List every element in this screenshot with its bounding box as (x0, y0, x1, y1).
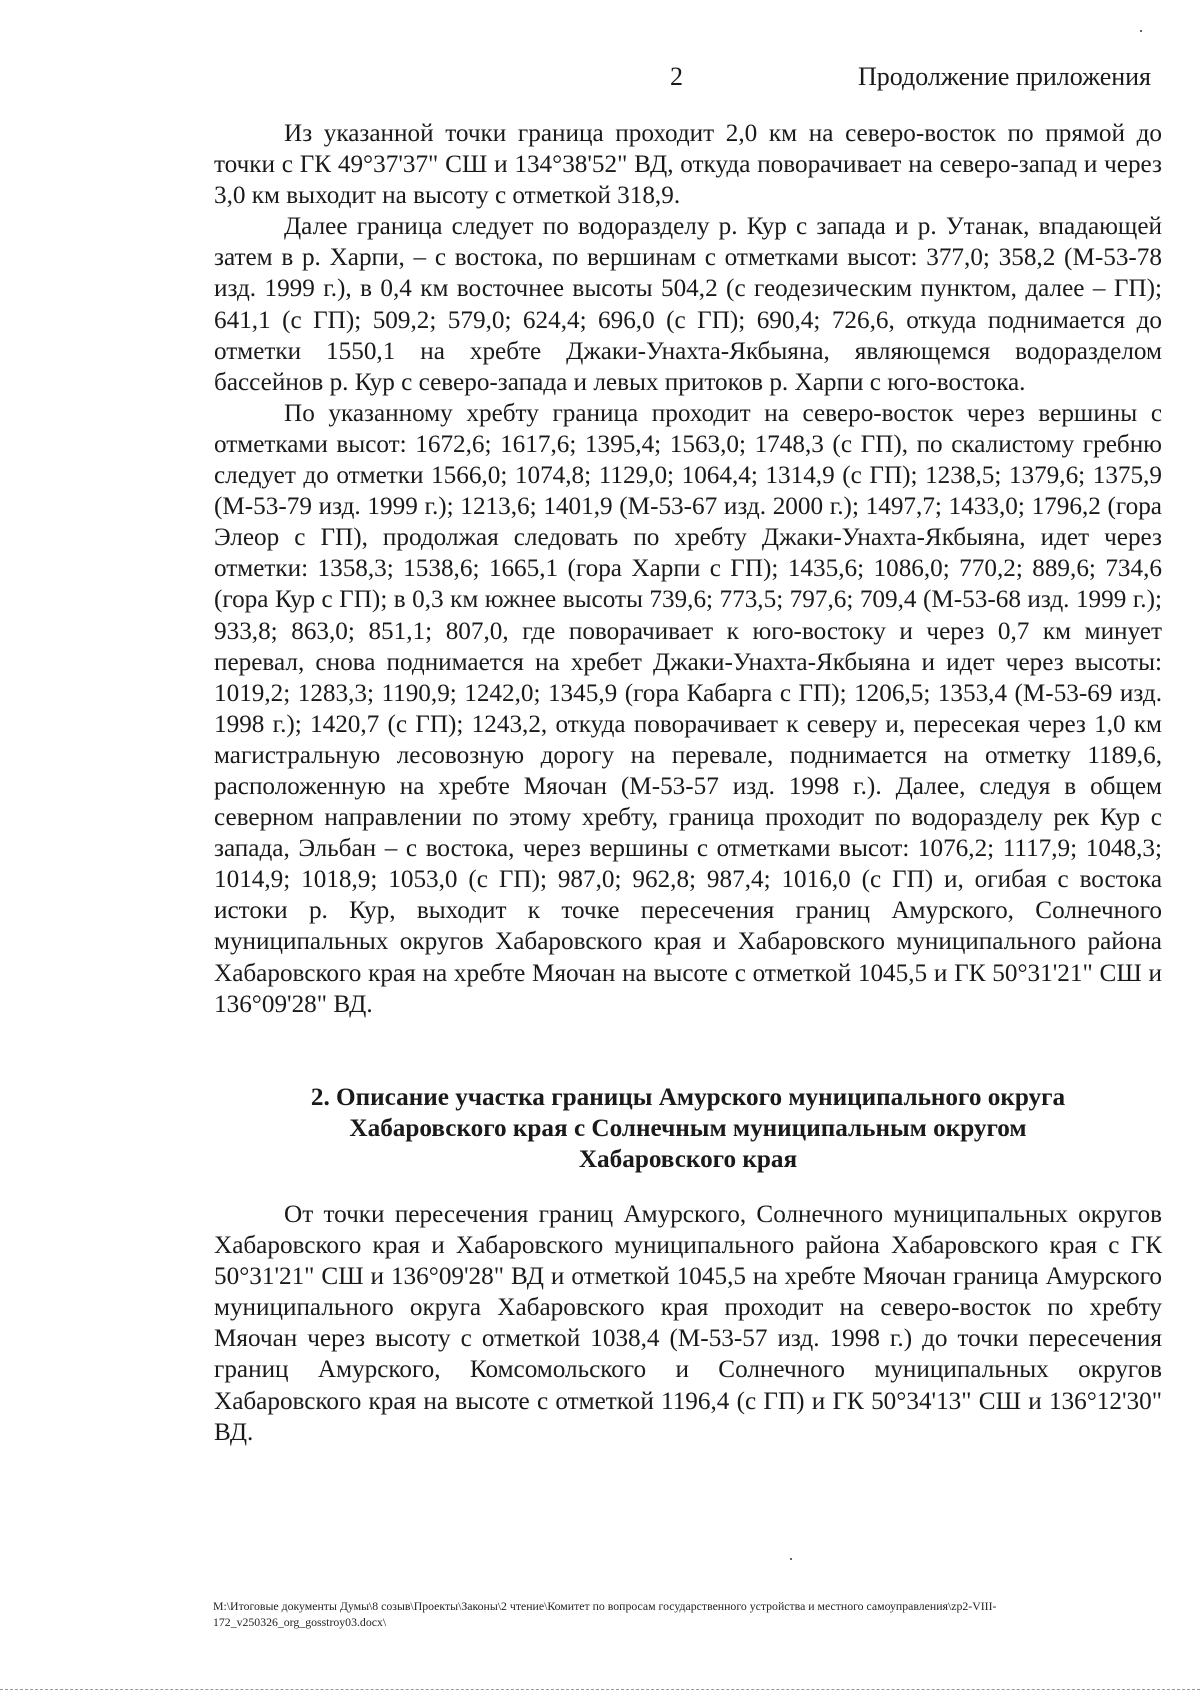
page-number: 2 (670, 62, 683, 91)
scan-edge-line (0, 1689, 1200, 1690)
continuation-label: Продолжение приложения (858, 62, 1152, 91)
section-title-line-1: 2. Описание участка границы Амурского муниципального округа (310, 1084, 1066, 1111)
section-title-line-2: Хабаровского края с Солнечным муниципальным округом (349, 1115, 1027, 1143)
paragraph-2: Далее граница следует по водоразделу р. Кур с запада и р. Утанак, впадающей затем в р. Харпи, – с востока, по вершинам с отметками высот: 377,0; 358,2 (М-53-78 изд. 1999 г.), в 0,4 км восточнее высоты 504,2 (с геодезическим пунктом, далее – ГП); 641,1 (с ГП); 509,2; 579,0; 624,4; 696,0 (с ГП); 690,4; 726,6, откуда поднимается до отметки 1550,1 на хребте Джаки-Унахта-Якбыяна, являющемся водоразделом бассейнов р. Кур с северо-запада и левых притоков р. Харпи с юго-востока. (214, 213, 1162, 396)
section-body (214, 1199, 1162, 1448)
scan-speck (790, 1558, 792, 1560)
section-title-line-3: Хабаровского края (578, 1146, 798, 1174)
paragraph-1: Из указанной точки граница проходит 2,0 км на северо-восток по прямой до точки с ГК 49°37'37" СШ и 134°38'52" ВД, откуда поворачивает на северо-запад и через 3,0 км выходит на высоту с отметкой 318,9. (214, 120, 1162, 210)
scan-speck (1140, 30, 1142, 32)
section-paragraph: От точки пересечения границ Амурского, Солнечного муниципальных округов Хабаровского края и Хабаровского муниципального района Хабаровского края с ГК 50°31'21" СШ и 136°09'28" ВД и отметкой 1045,5 на хребте Мяочан граница Амурского муниципального округа Хабаровского края проходит на северо-восток по хребту Мяочан через высоту с отметкой 1038,4 (М-53-57 изд. 1998 г.) до точки пересечения границ Амурского, Комсомольского и Солнечного муниципальных округов Хабаровского края на высоте с отметкой 1196,4 (с ГП) и ГК 50°34'13" СШ и 136°12'30" ВД. (214, 1201, 1162, 1446)
body-text (214, 118, 1162, 1020)
footer-file-path: M:\Итоговые документы Думы\8 созыв\Проекты\Законы\2 чтение\Комитет по вопросам государственного устройства и местного самоуправления\zp2-VIII-172_v250326_org_gosstroy03.docx\ (213, 1599, 997, 1629)
section-title (214, 1082, 1162, 1175)
paragraph-3: По указанному хребту граница проходит на северо-восток через вершины с отметками высот: 1672,6; 1617,6; 1395,4; 1563,0; 1748,3 (с ГП), по скалистому гребню следует до отметки 1566,0; 1074,8; 1129,0; 1064,4; 1314,9 (с ГП); 1238,5; 1379,6; 1375,9 (М-53-79 изд. 1999 г.); 1213,6; 1401,9 (М-53-67 изд. 2000 г.); 1497,7; 1433,0; 1796,2 (гора Элеор с ГП), продолжая следовать по хребту Джаки-Унахта-Якбыяна, идет через отметки: 1358,3; 1538,6; 1665,1 (гора Харпи с ГП); 1435,6; 1086,0; 770,2; 889,6; 734,6 (гора Кур с ГП); в 0,3 км южнее высоты 739,6; 773,5; 797,6; 709,4 (М-53-68 изд. 1999 г.); 933,8; 863,0; 851,1; 807,0, где поворачивает к юго-востоку и через 0,7 км минует перевал, снова поднимается на хребет Джаки-Унахта-Якбыяна и идет через высоты: 1019,2; 1283,3; 1190,9; 1242,0; 1345,9 (гора Кабарга с ГП); 1206,5; 1353,4 (М-53-69 изд. 1998 г.); 1420,7 (с ГП); 1243,2, откуда поворачивает к северу и, пересекая через 1,0 км магистральную лесовозную дорогу на перевале, поднимается на отметку 1189,6, расположенную на хребте Мяочан (М-53-57 изд. 1998 г.). Далее, следуя в общем северном направлении по этому хребту, граница проходит по водоразделу рек Кур с запада, Эльбан – с востока, через вершины с отметками высот: 1076,2; 1117,9; 1048,3; 1014,9; 1018,9; 1053,0 (с ГП); 987,0; 962,8; 987,4; 1016,0 (с ГП) и, огибая с востока истоки р. Кур, выходит к точке пересечения границ Амурского, Солнечного муниципальных округов Хабаровского края и Хабаровского муниципального района Хабаровского края на хребте Мяочан на высоте с отметкой 1045,5 и ГК 50°31'21" СШ и 136°09'28" ВД. (214, 399, 1162, 1018)
